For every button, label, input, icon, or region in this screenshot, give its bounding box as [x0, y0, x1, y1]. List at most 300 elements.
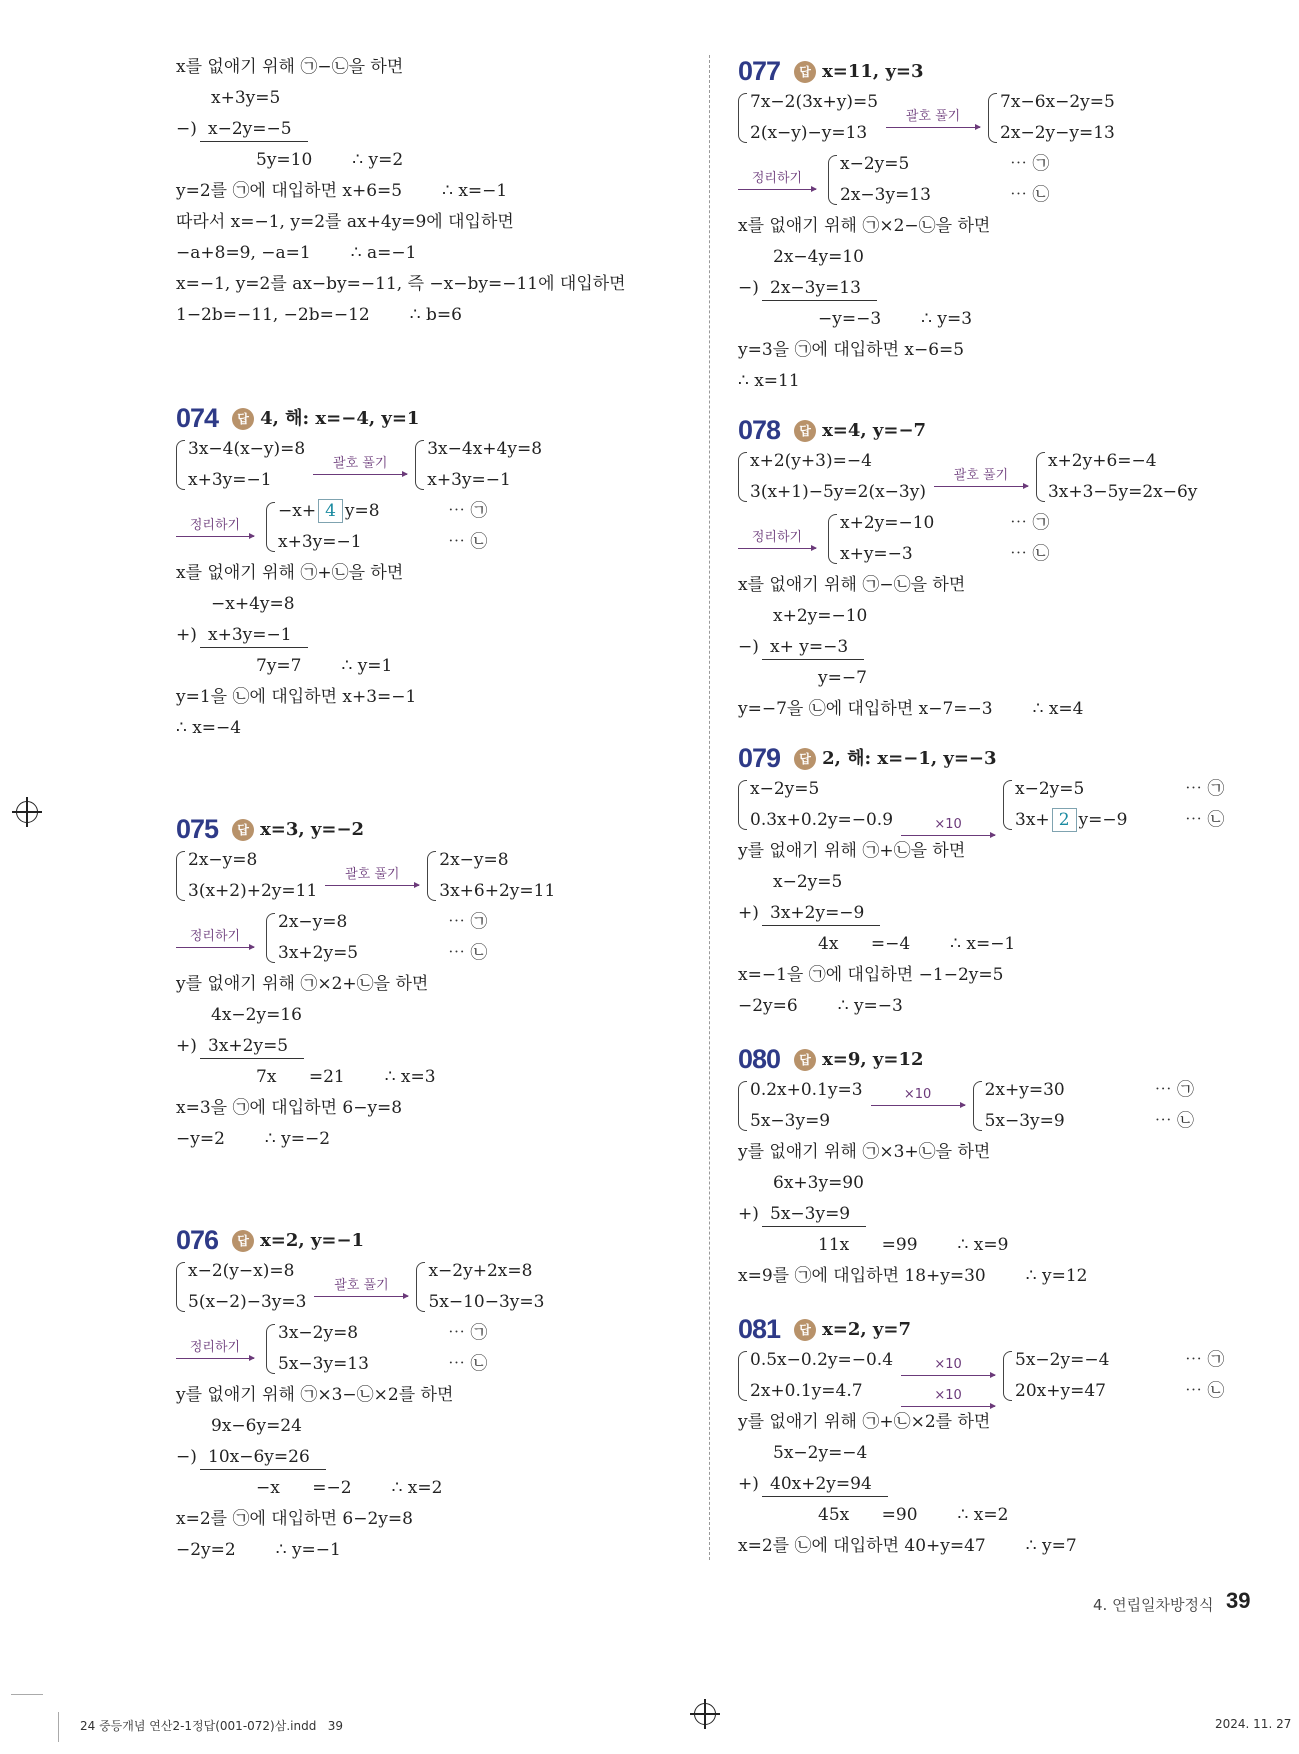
underlined-equation: x+3y=−1	[200, 623, 308, 648]
equation-system	[738, 1345, 1298, 1407]
underlined-equation: 3x+2y=5	[200, 1034, 304, 1059]
answer-box: 4	[318, 499, 343, 523]
equation: 2(x−y)−y=13	[750, 123, 868, 143]
original-system	[738, 87, 878, 149]
transform-arrow	[325, 867, 419, 886]
line-text: x=9를 ㉠에 대입하면 18+y=30	[738, 1266, 986, 1286]
transformed-system	[416, 1256, 578, 1318]
underlined-equation: 2x−3y=13	[762, 276, 877, 301]
equation-tag: ⋯ ㉠	[1010, 513, 1050, 533]
equation: 0.5x−0.2y=−0.4	[750, 1350, 894, 1370]
transform-arrow	[901, 817, 995, 836]
answer-badge-icon: 답	[794, 1049, 816, 1071]
arrow-wrap	[738, 149, 816, 211]
transform-arrow	[886, 109, 980, 128]
equation: 0.2x+0.1y=3	[750, 1080, 863, 1100]
equation: 20x+y=47	[1015, 1381, 1106, 1401]
original-system	[176, 845, 317, 907]
arrow-label: 괄호 풀기	[333, 455, 388, 471]
page-number: 39	[1226, 1588, 1251, 1613]
original-system-equations	[188, 1256, 306, 1318]
result-line	[738, 929, 1298, 960]
file-info: 24 중등개념 연산2-1정답(001-072)삼.indd 39	[80, 1719, 344, 1733]
transform-arrow	[314, 1278, 408, 1297]
arranged-equations-equations	[278, 496, 428, 558]
arrow-label: 정리하기	[189, 517, 241, 533]
equation: 5x−2y=−4	[1015, 1350, 1110, 1370]
equation-tag: ⋯ ㉡	[1185, 810, 1225, 830]
arrow-label: 괄호 풀기	[345, 866, 400, 882]
equation	[278, 496, 428, 527]
result-line	[176, 651, 696, 682]
problem-076	[176, 1225, 696, 1566]
line-text: 7y=7	[256, 656, 302, 676]
transformed-system	[427, 845, 589, 907]
brace-icon	[973, 1081, 982, 1131]
arrow-wrap	[176, 496, 254, 558]
equation-line	[738, 1168, 1298, 1199]
arranged-system	[738, 149, 1298, 211]
therefore-answer: ∴ y=3	[921, 309, 973, 329]
equation-tag: ⋯ ㉡	[448, 1354, 488, 1374]
arrow-column	[901, 1345, 995, 1407]
equation-tags	[1010, 149, 1049, 211]
answer-badge-icon: 답	[794, 1319, 816, 1341]
arrow-cell	[871, 1075, 965, 1106]
original-system	[176, 1256, 306, 1318]
line-text: 5x−2y=−4	[773, 1443, 868, 1463]
column-divider	[709, 55, 710, 1560]
equation: 3(x+1)−5y=2(x−3y)	[750, 482, 926, 502]
result-line	[738, 1500, 1298, 1531]
answer-badge-icon: 답	[232, 819, 254, 841]
equation-tags	[1155, 1075, 1194, 1137]
equation: 5x−3y=9	[984, 1111, 1065, 1131]
arranged-system	[176, 496, 696, 558]
equation: 3x−4x+4y=8	[427, 439, 543, 459]
equation	[1015, 805, 1165, 836]
problem-header	[176, 403, 696, 434]
answer-text: 4, 해: x=−4, y=1	[260, 408, 420, 429]
equation-pre: −x+	[278, 501, 317, 521]
operator: +)	[176, 1036, 197, 1056]
therefore-answer: ∴ y=2	[352, 150, 404, 170]
brace-icon	[266, 1324, 275, 1374]
answer-badge-icon: 답	[794, 748, 816, 770]
line-text: x=2를 ㉡에 대입하면 40+y=47	[738, 1536, 986, 1556]
operator: −)	[738, 278, 759, 298]
equation-line	[738, 601, 1298, 632]
arranged-equations-equations	[840, 508, 990, 570]
line-text: y를 없애기 위해 ㉠×2+㉡을 하면	[176, 974, 429, 994]
brace-icon	[738, 1351, 747, 1401]
equation: 2x−y=8	[188, 850, 258, 870]
equation-tag: ⋯ ㉡	[1154, 1111, 1194, 1131]
equation-system	[738, 87, 1298, 149]
arranged-equations-equations	[278, 1318, 428, 1380]
equation: x+2(y+3)=−4	[750, 451, 872, 471]
equation: x+2y=−10	[840, 513, 935, 533]
solution-line	[738, 335, 1298, 366]
equation: 3(x+2)+2y=11	[188, 881, 318, 901]
equation-system	[176, 1256, 696, 1318]
solution-line	[738, 211, 1298, 242]
line-text: y를 없애기 위해 ㉠+㉡×2를 하면	[738, 1412, 991, 1432]
solution-line	[176, 52, 696, 83]
original-system	[738, 446, 926, 508]
arrow-wrap	[886, 87, 980, 149]
equation: x+3y=−1	[188, 470, 272, 490]
arranged-equations	[828, 149, 990, 211]
solution-line	[176, 176, 696, 207]
line-text: 7x =21	[256, 1067, 345, 1087]
line-text: x+2y=−10	[773, 606, 868, 626]
solution-line	[738, 836, 1298, 867]
solution-line	[176, 1093, 696, 1124]
operator: +)	[738, 1474, 759, 1494]
answer-badge-icon: 답	[794, 61, 816, 83]
transform-arrow	[313, 456, 407, 475]
line-text: y=2를 ㉠에 대입하면 x+6=5	[176, 181, 403, 201]
arrow-icon	[738, 548, 816, 549]
arrow-wrap	[176, 1318, 254, 1380]
answer-text: x=9, y=12	[822, 1049, 924, 1070]
transformed-system	[1003, 774, 1165, 836]
transformed-system-equations	[427, 434, 577, 496]
arrow-wrap	[314, 1256, 408, 1318]
equation-post: y=−9	[1078, 810, 1128, 830]
answer-text: 2, 해: x=−1, y=−3	[822, 748, 997, 769]
line-text: 11x =99	[818, 1235, 918, 1255]
equation: 3x+3−5y=2x−6y	[1047, 482, 1198, 502]
arrow-cell	[901, 1376, 995, 1407]
problem-number: 075	[176, 814, 219, 844]
equation-system	[176, 434, 696, 496]
therefore-answer: ∴ x=2	[957, 1505, 1009, 1525]
line-text: x를 없애기 위해 ㉠−㉡을 하면	[176, 57, 404, 77]
problem-header	[738, 56, 1298, 87]
equation: 5x−10−3y=3	[428, 1292, 545, 1312]
line-text: 따라서 x=−1, y=2를 ax+4y=9에 대입하면	[176, 212, 514, 232]
operator: +)	[738, 903, 759, 923]
solution-line	[738, 960, 1298, 991]
solution-line	[176, 269, 696, 300]
result-line	[176, 145, 696, 176]
line-text: y=1을 ㉡에 대입하면 x+3=−1	[176, 687, 417, 707]
operator: +)	[738, 1204, 759, 1224]
transformed-system	[415, 434, 577, 496]
solution-line	[176, 1380, 696, 1411]
problem-number: 081	[738, 1314, 781, 1344]
brace-icon	[416, 1262, 425, 1312]
arrow-icon	[886, 127, 980, 128]
problem-number: 080	[738, 1044, 781, 1074]
arrow-label: 정리하기	[189, 1339, 241, 1355]
equation-tags	[1185, 1345, 1224, 1407]
brace-icon	[176, 440, 185, 490]
subtraction-line	[176, 620, 696, 651]
equation-line	[176, 83, 696, 114]
brace-icon	[266, 913, 275, 963]
problem-number: 078	[738, 415, 781, 445]
original-system-equations	[750, 446, 926, 508]
transform-arrow	[176, 929, 254, 948]
problem-075	[176, 814, 696, 1155]
line-text: y를 없애기 위해 ㉠×3+㉡을 하면	[738, 1142, 991, 1162]
equation-tags	[1185, 774, 1224, 836]
solution-line	[176, 713, 696, 744]
arrow-label: 괄호 풀기	[334, 1277, 389, 1293]
registration-mark-icon	[16, 801, 38, 823]
equation: x+3y=−1	[427, 470, 511, 490]
solution-line	[176, 558, 696, 589]
problem-078	[738, 415, 1298, 725]
line-text: y=−7	[818, 668, 867, 688]
line-text: ∴ x=11	[738, 371, 800, 391]
equation-tag: ⋯ ㉠	[448, 501, 488, 521]
solution-line	[738, 366, 1298, 397]
arranged-system	[176, 1318, 696, 1380]
therefore-answer: ∴ x=9	[957, 1235, 1009, 1255]
solution-line	[738, 694, 1298, 725]
line-text: x를 없애기 위해 ㉠−㉡을 하면	[738, 575, 966, 595]
brace-icon	[738, 1081, 747, 1131]
equation: 5x−3y=13	[278, 1354, 369, 1374]
line-text: x+3y=5	[211, 88, 281, 108]
equation: 3x−4(x−y)=8	[188, 439, 306, 459]
underlined-equation: 10x−6y=26	[200, 1445, 326, 1470]
subtraction-line	[738, 898, 1298, 929]
line-text: x=2를 ㉠에 대입하면 6−2y=8	[176, 1509, 413, 1529]
therefore-answer: ∴ x=2	[391, 1478, 443, 1498]
transformed-system	[973, 1075, 1135, 1137]
print-date: 2024. 11. 27	[1215, 1717, 1292, 1731]
brace-icon	[1003, 1351, 1012, 1401]
arrow-column	[871, 1075, 965, 1137]
equation-line	[176, 1411, 696, 1442]
equation-tags	[448, 496, 487, 558]
operator: +)	[176, 625, 197, 645]
arrow-cell	[871, 1106, 965, 1137]
equation: 3x−2y=8	[278, 1323, 359, 1343]
brace-icon	[738, 93, 747, 143]
equation-tag: ⋯ ㉠	[1154, 1080, 1194, 1100]
therefore-answer: ∴ x=4	[1032, 699, 1084, 719]
brace-icon	[828, 514, 837, 564]
solution-line	[176, 238, 696, 269]
equation: 5(x−2)−3y=3	[188, 1292, 307, 1312]
therefore-answer: ∴ b=6	[409, 305, 462, 325]
equation: 3x+2y=5	[278, 943, 359, 963]
brace-icon	[828, 155, 837, 205]
arrow-icon	[176, 1358, 254, 1359]
original-system-equations	[750, 87, 878, 149]
equation-tag: ⋯ ㉡	[1185, 1381, 1225, 1401]
transformed-system	[988, 87, 1150, 149]
arranged-equations	[266, 1318, 428, 1380]
equation: 2x−2y−y=13	[1000, 123, 1115, 143]
equation-line	[176, 589, 696, 620]
result-line	[738, 304, 1298, 335]
transformed-system-equations	[1048, 446, 1198, 508]
transform-arrow	[934, 468, 1028, 487]
problem-number: 076	[176, 1225, 219, 1255]
equation: x+3y=−1	[278, 532, 362, 552]
equation-tag: ⋯ ㉠	[448, 912, 488, 932]
arrow-label: ×10	[934, 1388, 962, 1403]
transform-arrow	[901, 1388, 995, 1407]
equation: 2x+y=30	[984, 1080, 1065, 1100]
equation-tag: ⋯ ㉠	[1010, 154, 1050, 174]
line-text: x를 없애기 위해 ㉠+㉡을 하면	[176, 563, 404, 583]
subtraction-line	[738, 1199, 1298, 1230]
equation-tag: ⋯ ㉡	[448, 532, 488, 552]
line-text: 6x+3y=90	[773, 1173, 864, 1193]
equation-line	[738, 867, 1298, 898]
line-text: y를 없애기 위해 ㉠+㉡을 하면	[738, 841, 966, 861]
arrow-icon	[176, 536, 254, 537]
transformed-system	[1003, 1345, 1165, 1407]
brace-icon	[415, 440, 424, 490]
answer-text: x=11, y=3	[822, 61, 924, 82]
brace-icon	[988, 93, 997, 143]
line-text: 1−2b=−11, −2b=−12	[176, 305, 370, 325]
answer-text: x=4, y=−7	[822, 420, 927, 441]
arrow-label: 정리하기	[751, 170, 803, 186]
equation: x−2(y−x)=8	[188, 1261, 295, 1281]
line-text: −a+8=9, −a=1	[176, 243, 311, 263]
underlined-equation: 3x+2y=−9	[762, 901, 880, 926]
original-system	[738, 1075, 863, 1137]
arrow-icon	[738, 189, 816, 190]
equation-tag: ⋯ ㉡	[1010, 185, 1050, 205]
solution-line	[176, 1535, 696, 1566]
line-text: −2y=2	[176, 1540, 236, 1560]
arrow-label: ×10	[903, 1087, 932, 1102]
line-text: x−2y=5	[773, 872, 843, 892]
equation: 7x−6x−2y=5	[1000, 92, 1115, 112]
arrow-cell	[901, 774, 995, 805]
arrow-label: 정리하기	[189, 928, 241, 944]
therefore-answer: ∴ y=−3	[837, 996, 903, 1016]
brace-icon	[427, 851, 436, 901]
equation: 5x−3y=9	[750, 1111, 831, 1131]
underlined-equation: x+ y=−3	[762, 635, 864, 660]
therefore-answer: ∴ y=1	[341, 656, 393, 676]
equation: x+2y+6=−4	[1047, 451, 1157, 471]
line-text: x=3을 ㉠에 대입하면 6−y=8	[176, 1098, 403, 1118]
arrow-wrap	[313, 434, 407, 496]
crop-mark	[58, 1712, 59, 1742]
arrow-label: 괄호 풀기	[905, 108, 961, 124]
equation: x−2y=5	[750, 779, 820, 799]
crop-mark	[11, 1694, 43, 1695]
arrow-wrap	[325, 845, 419, 907]
arrow-icon	[871, 1105, 965, 1106]
brace-icon	[738, 452, 747, 502]
transformed-system	[1036, 446, 1198, 508]
arrow-icon	[934, 486, 1028, 487]
therefore-answer: ∴ y=−2	[264, 1129, 331, 1149]
brace-icon	[1003, 780, 1012, 830]
transform-arrow	[738, 171, 816, 190]
line-text: x=−1을 ㉠에 대입하면 −1−2y=5	[738, 965, 1004, 985]
transformed-system-equations	[1015, 774, 1165, 836]
operator: −)	[738, 637, 759, 657]
transform-arrow	[901, 1357, 995, 1376]
arranged-equations-equations	[840, 149, 990, 211]
line-text: 4x−2y=16	[211, 1005, 302, 1025]
arrow-wrap	[738, 508, 816, 570]
arrow-label: 괄호 풀기	[953, 467, 1009, 483]
arrow-icon	[325, 885, 419, 886]
transformed-system-equations	[985, 1075, 1135, 1137]
line-text: −y=−3	[818, 309, 882, 329]
solution-line	[176, 1504, 696, 1535]
equation-post: y=8	[344, 501, 380, 521]
registration-mark-icon	[694, 1703, 716, 1725]
therefore-answer: ∴ y=−1	[275, 1540, 341, 1560]
arranged-system	[738, 508, 1298, 570]
equation-pre: 3x+	[1015, 810, 1050, 830]
arrow-cell	[901, 1345, 995, 1376]
therefore-answer: ∴ y=7	[1025, 1536, 1077, 1556]
answer-text: x=2, y=−1	[260, 1230, 365, 1251]
problem-header	[176, 1225, 696, 1256]
equation-system	[738, 1075, 1298, 1137]
problem-081	[738, 1314, 1298, 1562]
solution-continuation	[176, 52, 696, 331]
solution-line	[176, 969, 696, 1000]
arrow-icon	[313, 474, 407, 475]
line-text: 45x =90	[818, 1505, 918, 1525]
transform-arrow	[871, 1087, 965, 1106]
solution-line	[738, 1261, 1298, 1292]
original-system-equations	[750, 1075, 863, 1137]
transformed-system-equations	[439, 845, 589, 907]
equation-line	[738, 242, 1298, 273]
line-text: 5y=10	[256, 150, 313, 170]
original-system	[738, 774, 893, 836]
arrow-column	[901, 774, 995, 836]
equation: x−2y=5	[840, 154, 910, 174]
solution-line	[738, 991, 1298, 1022]
problem-080	[738, 1044, 1298, 1292]
arrow-icon	[176, 947, 254, 948]
subtraction-line	[738, 632, 1298, 663]
equation-tag: ⋯ ㉡	[1010, 544, 1050, 564]
equation-tag: ⋯ ㉠	[1185, 1350, 1225, 1370]
line-text: −x =−2	[256, 1478, 352, 1498]
equation: x−2y=5	[1015, 779, 1085, 799]
original-system	[738, 1345, 893, 1407]
equation-tags	[1010, 508, 1049, 570]
equation: 3x+6+2y=11	[439, 881, 556, 901]
problem-074	[176, 403, 696, 744]
original-system-equations	[750, 774, 893, 836]
problem-header	[738, 1314, 1298, 1345]
equation-system	[738, 446, 1298, 508]
underlined-equation: 5x−3y=9	[762, 1202, 866, 1227]
line-text: y=3을 ㉠에 대입하면 x−6=5	[738, 340, 965, 360]
therefore-answer: ∴ y=12	[1025, 1266, 1088, 1286]
equation-system	[176, 845, 696, 907]
brace-icon	[1036, 452, 1045, 502]
problem-number: 079	[738, 743, 781, 773]
answer-badge-icon: 답	[232, 1230, 254, 1252]
brace-icon	[738, 780, 747, 830]
arrow-wrap	[934, 446, 1028, 508]
